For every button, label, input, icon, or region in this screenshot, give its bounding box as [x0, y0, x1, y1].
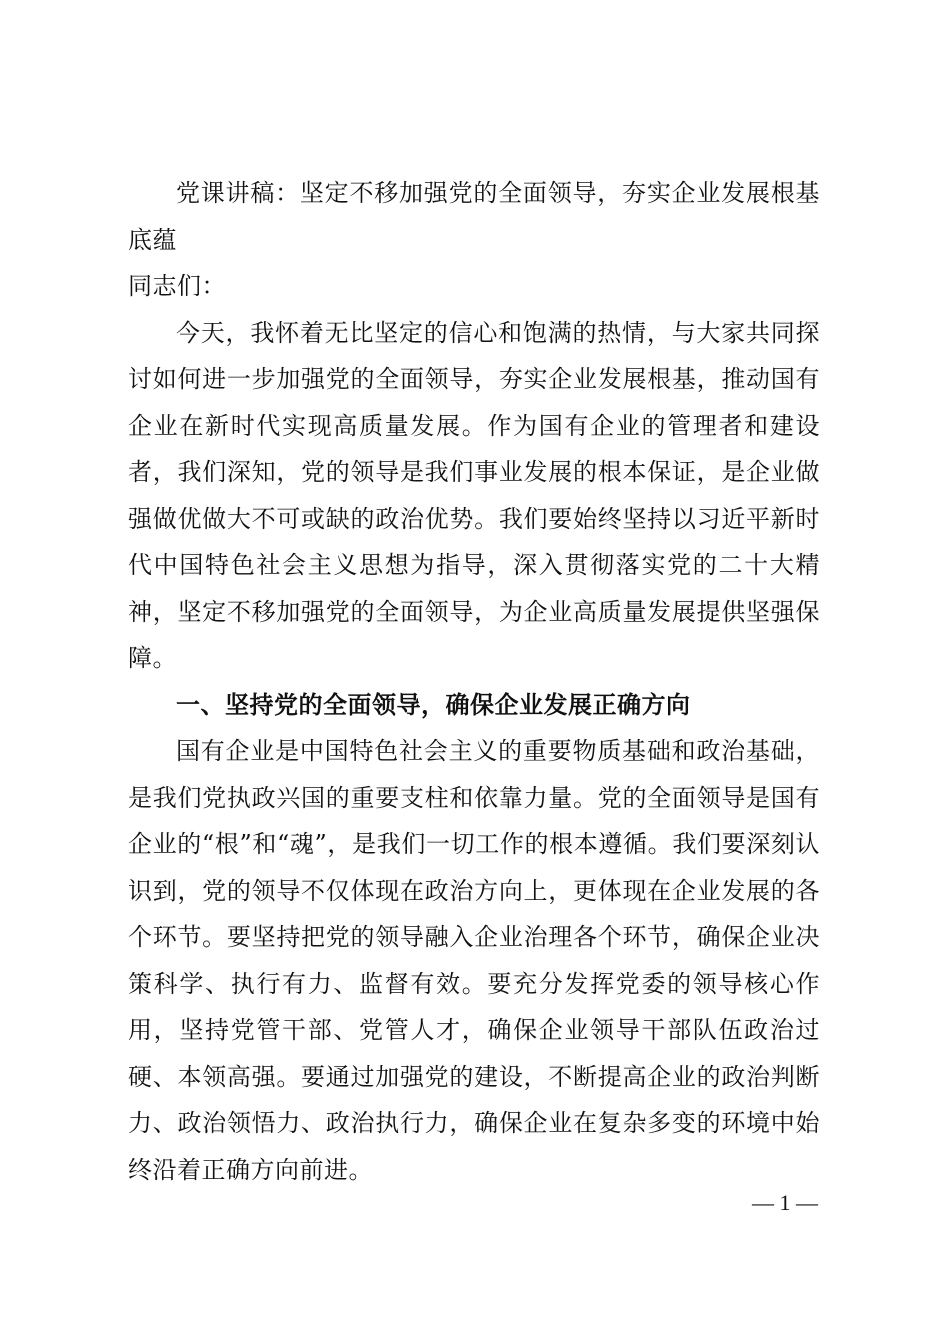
document-title: 党课讲稿：坚定不移加强党的全面领导，夯实企业发展根基底蕴: [128, 179, 820, 254]
salutation: 同志们：: [128, 272, 226, 300]
page-number: — 1 —: [752, 1190, 818, 1215]
intro-paragraph: 今天，我怀着无比坚定的信心和饱满的热情，与大家共同探讨如何进一步加强党的全面领导，夯实企业发展根基，推动国有企业在新时代实现高质量发展。作为国有企业的管理者和建设者，我们深知，党的领导是我们事业发展的根本保证，是企业做强做优做大不可或缺的政治优势。我们要始终坚持以习近平新时代中国特色社会主义思想为指导，深入贯彻落实党的二十大精神，坚定不移加强党的全面领导，为企业高质量发展提供坚强保障。: [128, 318, 820, 672]
section-paragraph: 国有企业是中国特色社会主义的重要物质基础和政治基础，是我们党执政兴国的重要支柱和依靠力量。党的全面领导是国有企业的“根”和“魂”，是我们一切工作的根本遵循。我们要深刻认识到，党的领导不仅体现在政治方向上，更体现在企业发展的各个环节。要坚持把党的领导融入企业治理各个环节，确保企业决策科学、执行有力、监督有效。要充分发挥党委的领导核心作用，坚持党管干部、党管人才，确保企业领导干部队伍政治过硬、本领高强。要通过加强党的建设，不断提高企业的政治判断力、政治领悟力、政治执行力，确保企业在复杂多变的环境中始终沿着正确方向前进。: [128, 737, 820, 1184]
document-body: [128, 170, 820, 1193]
section-heading: 一、坚持党的全面领导，确保企业发展正确方向: [176, 690, 691, 719]
